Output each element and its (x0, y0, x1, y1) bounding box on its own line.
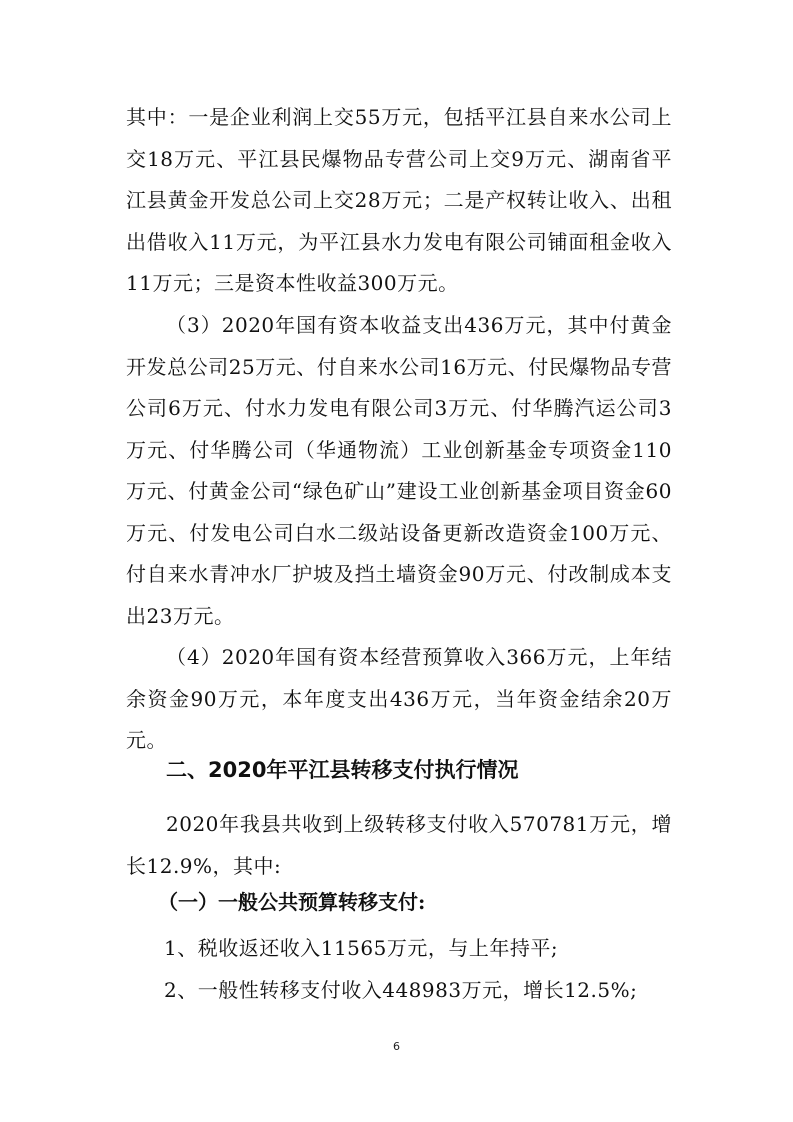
paragraph-transfer-summary: 2020年我县共收到上级转移支付收入570781万元，增长12.9%，其中: (126, 812, 672, 878)
page-number: 6 (393, 1040, 400, 1053)
subsection-heading-general-budget: （一）一般公共预算转移支付: (158, 890, 426, 914)
paragraph-profit-income: 其中：一是企业利润上交55万元，包括平江县自来水公司上交18万元、平江县民爆物品专营公司上交9万元、湖南省平江县黄金开发总公司上交28万元；二是产权转让收入、出租出借收入11万元，为平江县水力发电有限公司铺面租金收入11万元；三是资本性收益300万元。 (126, 105, 672, 295)
paragraph-capital-expenditure: （3）2020年国有资本收益支出436万元，其中付黄金开发总公司25万元、付自来水公司16万元、付民爆物品专营公司6万元、付水力发电有限公司3万元、付华腾汽运公司3万元、付华腾公司（华通物流）工业创新基金专项资金110万元、付黄金公司“绿色矿山”建设工业创新基金项目资金60万元、付发电公司白水二级站设备更新改造资金100万元、付自来水青冲水厂护坡及挡土墙资金90万元、付改制成本支出23万元。 (126, 313, 672, 628)
section-heading-transfer-payment: 二、2020年平江县转移支付执行情况 (166, 758, 519, 782)
paragraph-budget-balance: （4）2020年国有资本经营预算收入366万元，上年结余资金90万元，本年度支出436万元，当年资金结余20万元。 (126, 645, 672, 752)
list-item-general-transfer: 2、一般性转移支付收入448983万元，增长12.5%; (164, 978, 638, 1002)
list-item-tax-rebate: 1、税收返还收入11565万元，与上年持平; (164, 936, 559, 960)
